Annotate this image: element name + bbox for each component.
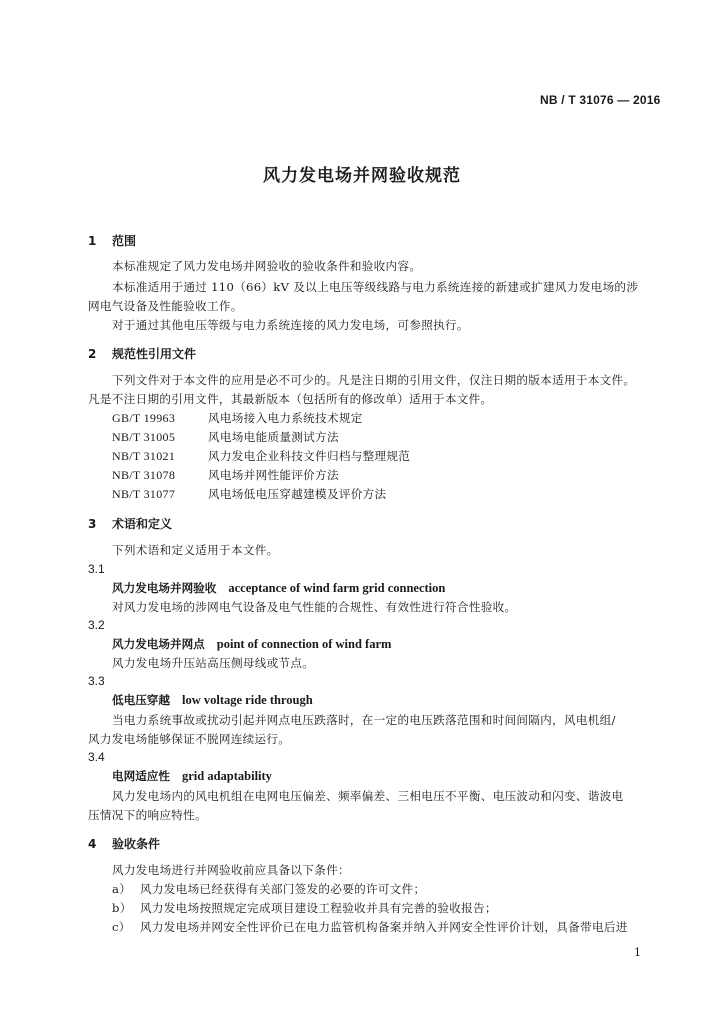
section-4-heading xyxy=(88,835,160,852)
term-number: 3.1 xyxy=(88,562,105,576)
term-definition: 风力发电场能够保证不脱网连续运行。 xyxy=(88,732,291,746)
reference-entry xyxy=(112,486,386,502)
term-english: point of connection of wind farm xyxy=(216,637,392,651)
paragraph: 本标准适用于通过 110（66）kV 及以上电压等级线路与电力系统连接的新建或扩建风力发电场的涉 xyxy=(112,280,639,294)
term-definition: 风力发电场内的风电机组在电网电压偏差、频率偏差、三相电压不平衡、电压波动和闪变、谐波电 xyxy=(112,789,624,803)
list-item xyxy=(112,900,497,916)
standard-number: NB / T 31076 — 2016 xyxy=(540,93,661,107)
term-heading xyxy=(112,580,445,596)
section-3-number: 3 xyxy=(88,517,97,531)
section-2-title: 规范性引用文件 xyxy=(112,347,197,361)
list-marker: b） xyxy=(112,901,132,915)
section-4-number: 4 xyxy=(88,837,97,851)
section-3-title: 术语和定义 xyxy=(112,517,173,531)
section-2-number: 2 xyxy=(88,347,97,361)
list-text: 风力发电场并网安全性评价已在电力监管机构备案并纳入并网安全性评价计划，具备带电后进 xyxy=(140,920,628,934)
section-2-heading xyxy=(88,345,196,362)
section-4-title: 验收条件 xyxy=(112,837,161,851)
term-english: acceptance of wind farm grid connection xyxy=(228,581,446,595)
term-chinese: 低电压穿越 xyxy=(112,693,170,707)
paragraph: 下列文件对于本文件的应用是必不可少的。凡是注日期的引用文件，仅注日期的版本适用于本文件。 xyxy=(112,373,636,387)
section-1-heading xyxy=(88,232,136,249)
section-1-number: 1 xyxy=(88,234,97,248)
term-chinese: 风力发电场并网点 xyxy=(112,637,205,651)
term-heading xyxy=(112,692,313,708)
reference-name: 风电场低电压穿越建模及评价方法 xyxy=(208,487,387,501)
reference-entry xyxy=(112,410,363,426)
term-english: grid adaptability xyxy=(181,769,272,783)
paragraph: 本标准规定了风力发电场并网验收的验收条件和验收内容。 xyxy=(112,259,422,273)
reference-name: 风电场并网性能评价方法 xyxy=(208,468,339,482)
term-definition: 压情况下的响应特性。 xyxy=(88,808,207,822)
page-number: 1 xyxy=(634,946,641,959)
term-heading xyxy=(112,636,391,652)
list-text: 风力发电场按照规定完成项目建设工程验收并具有完善的验收报告； xyxy=(140,901,497,915)
reference-code: NB/T 31005 xyxy=(112,430,176,444)
reference-code: NB/T 31021 xyxy=(112,449,176,463)
list-text: 风力发电场已经获得有关部门签发的必要的许可文件； xyxy=(140,882,426,896)
list-item xyxy=(112,919,628,935)
document-title: 风力发电场并网验收规范 xyxy=(263,166,461,186)
reference-code: NB/T 31077 xyxy=(112,487,176,501)
term-definition: 当电力系统事故或扰动引起并网点电压跌落时，在一定的电压跌落范围和时间间隔内，风电机组/ xyxy=(112,713,616,727)
term-chinese: 风力发电场并网验收 xyxy=(112,581,217,595)
term-heading xyxy=(112,768,272,784)
reference-name: 风电场接入电力系统技术规定 xyxy=(208,411,363,425)
paragraph: 凡是不注日期的引用文件，其最新版本（包括所有的修改单）适用于本文件。 xyxy=(88,392,493,406)
term-number: 3.4 xyxy=(88,750,105,764)
term-definition: 风力发电场升压站高压侧母线或节点。 xyxy=(112,656,315,670)
term-english: low voltage ride through xyxy=(181,693,313,707)
reference-entry xyxy=(112,429,339,445)
reference-code: NB/T 31078 xyxy=(112,468,176,482)
paragraph: 对于通过其他电压等级与电力系统连接的风力发电场，可参照执行。 xyxy=(112,318,469,332)
reference-entry xyxy=(112,448,410,464)
term-definition: 对风力发电场的涉网电气设备及电气性能的合规性、有效性进行符合性验收。 xyxy=(112,600,517,614)
paragraph: 下列术语和定义适用于本文件。 xyxy=(112,543,279,557)
reference-name: 风力发电企业科技文件归档与整理规范 xyxy=(208,449,411,463)
reference-entry xyxy=(112,467,339,483)
reference-name: 风电场电能质量测试方法 xyxy=(208,430,339,444)
list-marker: c） xyxy=(112,920,131,934)
section-3-heading xyxy=(88,515,172,532)
reference-code: GB/T 19963 xyxy=(112,411,176,425)
list-marker: a） xyxy=(112,882,132,896)
term-chinese: 电网适应性 xyxy=(112,769,170,783)
paragraph: 网电气设备及性能验收工作。 xyxy=(88,299,243,313)
section-1-title: 范围 xyxy=(112,234,137,248)
term-number: 3.3 xyxy=(88,674,105,688)
paragraph: 风力发电场进行并网验收前应具备以下条件： xyxy=(112,863,350,877)
list-item xyxy=(112,881,425,897)
term-number: 3.2 xyxy=(88,618,105,632)
